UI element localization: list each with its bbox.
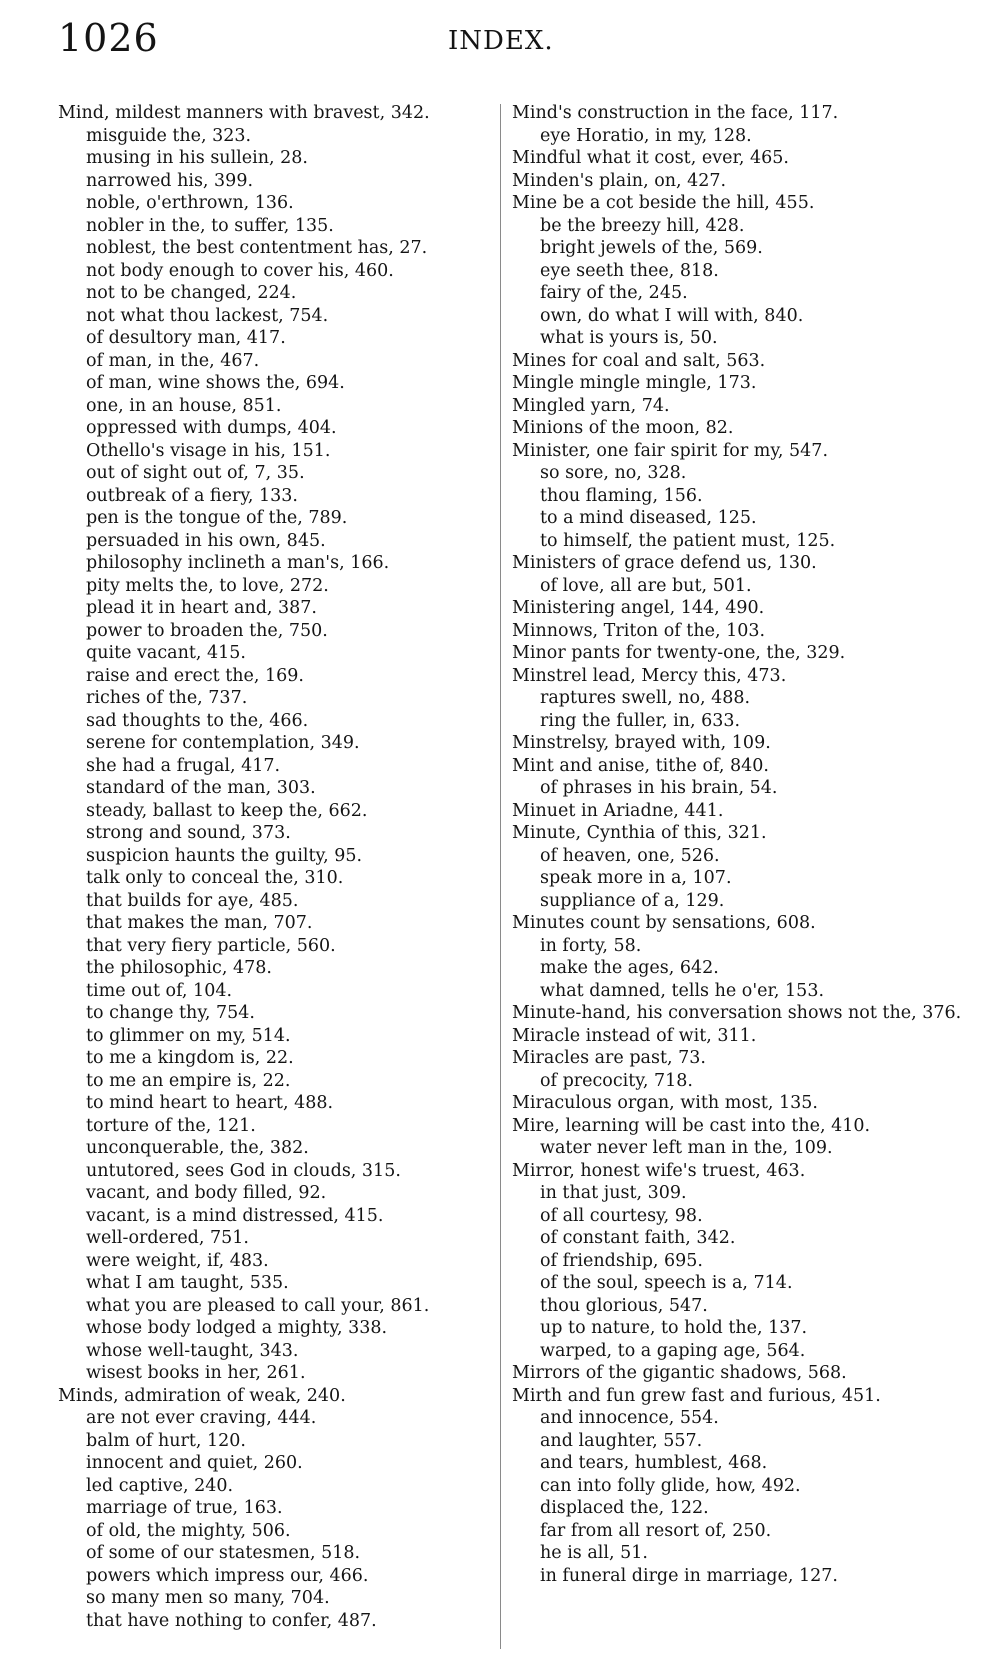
index-subentry: led captive, 240.	[86, 1475, 234, 1496]
index-subentry: water never left man in the, 109.	[540, 1138, 833, 1158]
index-subentry: suspicion haunts the guilty, 95.	[86, 845, 363, 866]
index-subentry: to himself, the patient must, 125.	[540, 530, 836, 551]
index-subentry: displaced the, 122.	[540, 1498, 709, 1518]
index-subentry: of man, in the, 467.	[86, 350, 260, 371]
index-subentry: not to be changed, 224.	[86, 283, 297, 303]
index-subentry: warped, to a gaping age, 564.	[540, 1340, 806, 1361]
page-number: 1026	[58, 16, 159, 60]
index-subentry: quite vacant, 415.	[86, 643, 246, 663]
index-subentry: philosophy inclineth a man's, 166.	[86, 553, 390, 573]
index-subentry: musing in his sullein, 28.	[86, 148, 308, 168]
index-subentry: balm of hurt, 120.	[86, 1430, 246, 1451]
index-subentry: and tears, humblest, 468.	[540, 1453, 768, 1473]
index-subentry: far from all resort of, 250.	[540, 1520, 772, 1541]
index-subentry: narrowed his, 399.	[86, 170, 254, 191]
index-subentry: of the soul, speech is a, 714.	[540, 1273, 793, 1293]
index-subentry: pity melts the, to love, 272.	[86, 575, 329, 596]
index-entry: Minstrel lead, Mercy this, 473.	[512, 665, 787, 686]
index-subentry: of some of our statesmen, 518.	[86, 1543, 361, 1563]
index-subentry: to me a kingdom is, 22.	[86, 1048, 294, 1068]
index-subentry: strong and sound, 373.	[86, 823, 291, 843]
index-entry: Minstrelsy, brayed with, 109.	[512, 733, 771, 753]
index-subentry: of precocity, 718.	[540, 1070, 693, 1091]
index-subentry: not body enough to cover his, 460.	[86, 260, 394, 281]
index-subentry: vacant, is a mind distressed, 415.	[86, 1205, 384, 1226]
index-subentry: unconquerable, the, 382.	[86, 1138, 309, 1158]
index-subentry: and laughter, 557.	[540, 1430, 703, 1451]
index-subentry: whose body lodged a mighty, 338.	[86, 1318, 388, 1338]
index-subentry: that makes the man, 707.	[86, 913, 313, 933]
index-subentry: marriage of true, 163.	[86, 1498, 283, 1518]
index-subentry: in that just, 309.	[540, 1183, 687, 1203]
index-subentry: eye Horatio, in my, 128.	[540, 125, 752, 146]
index-subentry: torture of the, 121.	[86, 1115, 256, 1136]
index-subentry: what I am taught, 535.	[86, 1273, 289, 1293]
index-subentry: talk only to conceal the, 310.	[86, 868, 344, 888]
index-subentry: of man, wine shows the, 694.	[86, 373, 345, 393]
index-subentry: own, do what I will with, 840.	[540, 305, 804, 326]
index-subentry: raise and erect the, 169.	[86, 665, 304, 686]
index-entry: Ministering angel, 144, 490.	[512, 598, 765, 618]
index-subentry: to glimmer on my, 514.	[86, 1025, 291, 1046]
index-subentry: so sore, no, 328.	[540, 463, 687, 483]
index-subentry: one, in an house, 851.	[86, 395, 282, 416]
index-subentry: that very fiery particle, 560.	[86, 935, 336, 956]
index-subentry: she had a frugal, 417.	[86, 755, 281, 776]
index-entry: Minds, admiration of weak, 240.	[58, 1385, 346, 1406]
index-subentry: Othello's visage in his, 151.	[86, 440, 331, 461]
index-subentry: innocent and quiet, 260.	[86, 1453, 303, 1473]
index-subentry: what damned, tells he o'er, 153.	[540, 980, 825, 1001]
index-subentry: persuaded in his own, 845.	[86, 530, 326, 551]
index-entry: Mirrors of the gigantic shadows, 568.	[512, 1363, 847, 1383]
index-entry: Mingle mingle mingle, 173.	[512, 373, 757, 393]
index-entry: Mire, learning will be cast into the, 410.	[512, 1115, 871, 1136]
index-subentry: vacant, and body filled, 92.	[86, 1183, 327, 1203]
index-subentry: nobler in the, to suffer, 135.	[86, 215, 334, 236]
index-subentry: make the ages, 642.	[540, 958, 719, 978]
index-entry: Mind's construction in the face, 117.	[512, 103, 839, 123]
index-subentry: standard of the man, 303.	[86, 778, 316, 798]
index-subentry: oppressed with dumps, 404.	[86, 418, 337, 438]
index-subentry: of desultory man, 417.	[86, 328, 286, 348]
index-subentry: can into folly glide, how, 492.	[540, 1475, 801, 1496]
index-subentry: pen is the tongue of the, 789.	[86, 508, 348, 528]
column-divider	[500, 104, 501, 1649]
index-subentry: of friendship, 695.	[540, 1250, 703, 1271]
index-subentry: suppliance of a, 129.	[540, 890, 725, 911]
index-subentry: power to broaden the, 750.	[86, 620, 328, 641]
index-subentry: eye seeth thee, 818.	[540, 260, 719, 281]
index-subentry: noble, o'erthrown, 136.	[86, 193, 294, 213]
index-subentry: so many men so many, 704.	[86, 1588, 330, 1608]
index-subentry: serene for contemplation, 349.	[86, 733, 360, 753]
index-subentry: untutored, sees God in clouds, 315.	[86, 1160, 401, 1181]
index-subentry: to mind heart to heart, 488.	[86, 1093, 334, 1113]
index-subentry: steady, ballast to keep the, 662.	[86, 800, 368, 821]
index-entry: Minuet in Ariadne, 441.	[512, 800, 724, 821]
index-entry: Minutes count by sensations, 608.	[512, 913, 816, 933]
index-subentry: plead it in heart and, 387.	[86, 598, 317, 618]
right-index-column	[512, 102, 972, 1587]
index-entry: Ministers of grace defend us, 130.	[512, 553, 817, 573]
index-subentry: outbreak of a fiery, 133.	[86, 485, 298, 506]
index-entry: Minor pants for twenty-one, the, 329.	[512, 643, 846, 663]
index-entry: Mine be a cot beside the hill, 455.	[512, 193, 815, 213]
index-entry: Mines for coal and salt, 563.	[512, 350, 766, 371]
index-subentry: that have nothing to confer, 487.	[86, 1610, 377, 1631]
index-entry: Miraculous organ, with most, 135.	[512, 1093, 818, 1113]
index-entry: Minute-hand, his conversation shows not the, 376.	[512, 1003, 962, 1023]
index-subentry: the philosophic, 478.	[86, 958, 272, 978]
index-subentry: time out of, 104.	[86, 980, 233, 1001]
index-subentry: bright jewels of the, 569.	[540, 238, 763, 258]
index-subentry: were weight, if, 483.	[86, 1250, 269, 1271]
index-entry: Minister, one fair spirit for my, 547.	[512, 440, 829, 461]
index-subentry: of phrases in his brain, 54.	[540, 778, 778, 798]
index-subentry: of constant faith, 342.	[540, 1228, 736, 1248]
index-entry: Mindful what it cost, ever, 465.	[512, 148, 789, 168]
index-subentry: up to nature, to hold the, 137.	[540, 1318, 808, 1338]
index-subentry: to me an empire is, 22.	[86, 1070, 291, 1091]
index-subentry: in funeral dirge in marriage, 127.	[540, 1565, 838, 1586]
index-subentry: be the breezy hill, 428.	[540, 215, 745, 236]
index-subentry: riches of the, 737.	[86, 688, 248, 708]
index-subentry: whose well-taught, 343.	[86, 1340, 299, 1361]
index-subentry: to a mind diseased, 125.	[540, 508, 757, 528]
index-subentry: wisest books in her, 261.	[86, 1363, 306, 1383]
index-subentry: he is all, 51.	[540, 1543, 648, 1563]
index-subentry: what you are pleased to call your, 861.	[86, 1295, 430, 1316]
index-subentry: of heaven, one, 526.	[540, 845, 720, 866]
index-entry: Miracles are past, 73.	[512, 1048, 706, 1068]
index-subentry: ring the fuller, in, 633.	[540, 710, 741, 731]
index-entry: Mirth and fun grew fast and furious, 451.	[512, 1385, 881, 1406]
index-entry: Mind, mildest manners with bravest, 342.	[58, 103, 430, 123]
index-subentry: not what thou lackest, 754.	[86, 305, 329, 326]
index-subentry: and innocence, 554.	[540, 1408, 719, 1428]
index-subentry: to change thy, 754.	[86, 1003, 255, 1023]
index-subentry: well-ordered, 751.	[86, 1228, 249, 1248]
index-subentry: thou glorious, 547.	[540, 1295, 708, 1316]
index-subentry: that builds for aye, 485.	[86, 890, 299, 911]
index-entry: Mint and anise, tithe of, 840.	[512, 755, 769, 776]
index-subentry: raptures swell, no, 488.	[540, 688, 751, 708]
index-subentry: what is yours is, 50.	[540, 328, 718, 348]
index-subentry: of old, the mighty, 506.	[86, 1520, 291, 1541]
index-subentry: in forty, 58.	[540, 935, 642, 956]
index-entry: Minden's plain, on, 427.	[512, 170, 727, 191]
index-entry: Mingled yarn, 74.	[512, 395, 670, 416]
index-subentry: are not ever craving, 444.	[86, 1408, 317, 1428]
index-entry: Minions of the moon, 82.	[512, 418, 734, 438]
index-subentry: misguide the, 323.	[86, 125, 252, 146]
index-subentry: out of sight out of, 7, 35.	[86, 463, 305, 483]
page-title: INDEX.	[448, 26, 554, 56]
index-subentry: sad thoughts to the, 466.	[86, 710, 309, 731]
index-subentry: of love, all are but, 501.	[540, 575, 752, 596]
index-entry: Mirror, honest wife's truest, 463.	[512, 1160, 806, 1181]
left-index-column	[58, 102, 498, 1632]
index-subentry: noblest, the best contentment has, 27.	[86, 238, 428, 258]
index-subentry: speak more in a, 107.	[540, 868, 732, 888]
index-entry: Minute, Cynthia of this, 321.	[512, 823, 767, 843]
index-subentry: thou flaming, 156.	[540, 485, 703, 506]
index-subentry: of all courtesy, 98.	[540, 1205, 703, 1226]
index-subentry: fairy of the, 245.	[540, 283, 688, 303]
index-entry: Minnows, Triton of the, 103.	[512, 620, 766, 641]
index-entry: Miracle instead of wit, 311.	[512, 1025, 757, 1046]
index-subentry: powers which impress our, 466.	[86, 1565, 369, 1586]
